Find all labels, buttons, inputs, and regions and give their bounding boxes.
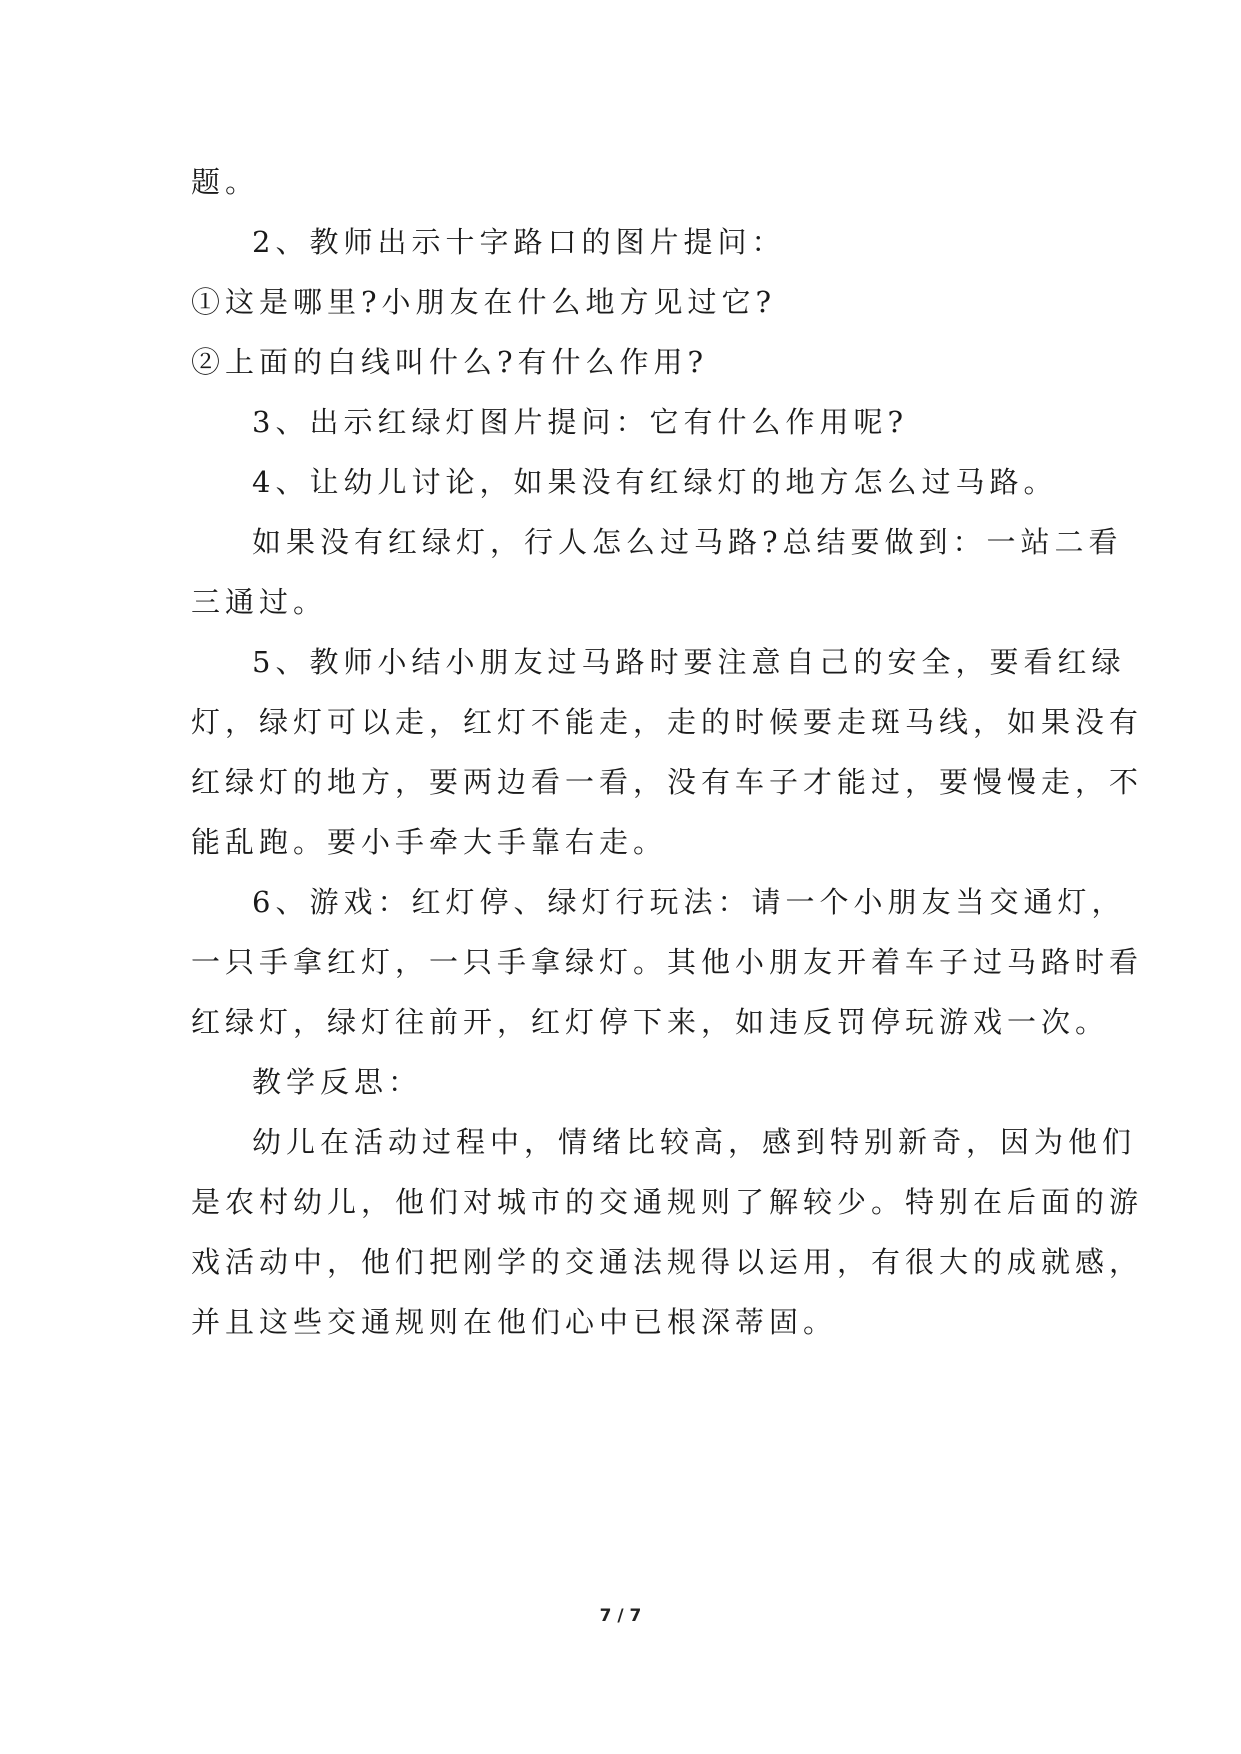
text-line: 题。 — [191, 165, 260, 199]
text-line: 灯，绿灯可以走，红灯不能走，走的时候要走斑马线，如果没有 — [191, 705, 1144, 739]
text-line: 5、教师小结小朋友过马路时要注意自己的安全，要看红绿 — [252, 645, 1126, 679]
text-line: 2、教师出示十字路口的图片提问： — [252, 225, 786, 259]
text-line: ①这是哪里?小朋友在什么地方见过它? — [191, 285, 777, 319]
text-line: 6、游戏：红灯停、绿灯行玩法：请一个小朋友当交通灯， — [252, 885, 1126, 919]
text-line: 如果没有红绿灯，行人怎么过马路?总结要做到：一站二看 — [252, 525, 1123, 559]
text-line: 能乱跑。要小手牵大手靠右走。 — [191, 825, 668, 859]
text-line: 幼儿在活动过程中，情绪比较高，感到特别新奇，因为他们 — [252, 1125, 1137, 1159]
document-body — [191, 152, 1144, 1352]
text-line: 红绿灯，绿灯往前开，红灯停下来，如违反罚停玩游戏一次。 — [191, 1005, 1110, 1039]
text-line: 红绿灯的地方，要两边看一看，没有车子才能过，要慢慢走，不 — [191, 765, 1144, 799]
text-line: 三通过。 — [191, 585, 328, 619]
text-line: 是农村幼儿，他们对城市的交通规则了解较少。特别在后面的游 — [191, 1185, 1144, 1219]
page-number: 7 / 7 — [599, 1606, 642, 1626]
text-line: ②上面的白线叫什么?有什么作用? — [191, 345, 709, 379]
text-line: 4、让幼儿讨论，如果没有红绿灯的地方怎么过马路。 — [252, 465, 1058, 499]
text-line: 一只手拿红灯，一只手拿绿灯。其他小朋友开着车子过马路时看 — [191, 945, 1144, 979]
section-heading: 教学反思： — [252, 1065, 423, 1099]
text-line: 戏活动中，他们把刚学的交通法规得以运用，有很大的成就感， — [191, 1245, 1144, 1279]
text-line: 3、出示红绿灯图片提问：它有什么作用呢? — [252, 405, 908, 439]
text-line: 并且这些交通规则在他们心中已根深蒂固。 — [191, 1305, 838, 1339]
